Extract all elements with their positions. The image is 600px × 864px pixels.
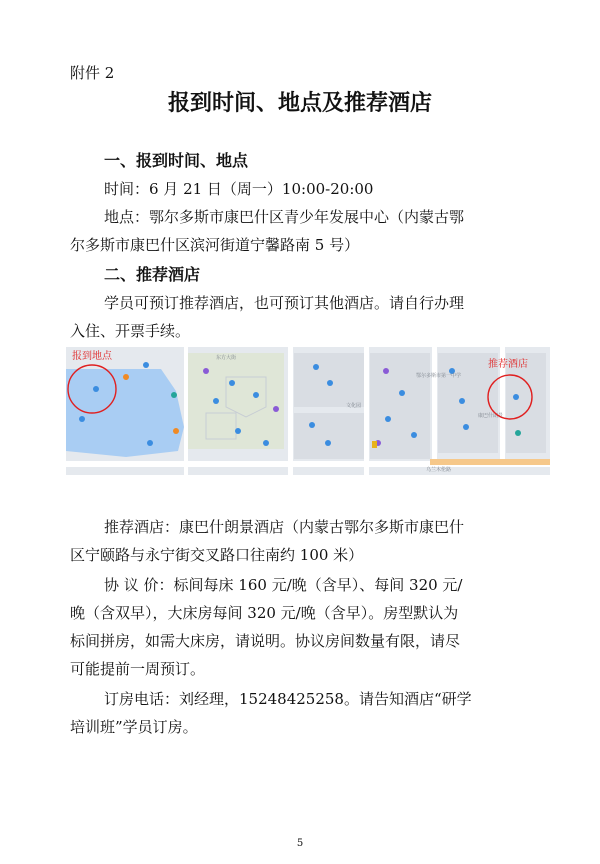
hotel-name-line-1: 推荐酒店：康巴什朗景酒店（内蒙古鄂尔多斯市康巴什	[104, 518, 465, 536]
road-v1	[288, 347, 293, 475]
svg-text:乌兰木伦路: 乌兰木伦路	[426, 467, 452, 473]
price-line-2: 晚（含双早），大床房每间 320 元/晚（含早）。房型默认为	[70, 604, 459, 622]
price-line-1: 协 议 价：标间每床 160 元/晚（含早）、每间 320 元/	[104, 576, 463, 594]
hotel-intro-line-1: 学员可预订推荐酒店，也可预订其他酒店。请自行办理	[104, 294, 465, 312]
phone-line-2: 培训班”学员订房。	[70, 718, 198, 736]
lake-area	[66, 369, 184, 457]
main-road	[430, 459, 550, 465]
page-number: 5	[296, 838, 304, 849]
park-area	[184, 353, 284, 449]
attachment-label: 附件 2	[70, 64, 115, 82]
price-line-4: 可能提前一周预订。	[70, 660, 206, 678]
svg-text:康巴什朗景: 康巴什朗景	[478, 413, 504, 419]
map-label-checkin: 报到地点	[72, 351, 112, 362]
block-b	[294, 413, 364, 459]
svg-text:鄂尔多斯市第一中学: 鄂尔多斯市第一中学	[416, 373, 462, 379]
price-line-3: 标间拼房，如需大床房，请说明。协议房间数量有限，请尽	[70, 632, 461, 650]
map-label-hotel: 推荐酒店	[488, 359, 528, 370]
road-v0	[184, 347, 188, 475]
hotel-intro-line-2: 入住、开票手续。	[70, 322, 191, 340]
svg-text:文化园: 文化园	[346, 403, 362, 409]
place-line-1: 地点：鄂尔多斯市康巴什区青少年发展中心（内蒙古鄂	[104, 208, 465, 226]
section-heading-time-place: 一、报到时间、地点	[104, 151, 249, 170]
phone-line-1: 订房电话：刘经理，15248425258。请告知酒店“研学	[104, 690, 472, 708]
road-v3	[432, 347, 437, 459]
section-heading-hotel: 二、推荐酒店	[104, 265, 201, 284]
location-map	[66, 347, 550, 475]
page-title: 报到时间、地点及推荐酒店	[167, 91, 432, 116]
time-line: 时间：6 月 21 日（周一）10:00-20:00	[104, 180, 374, 198]
svg-text:东方大街: 东方大街	[216, 355, 237, 361]
road-v2	[364, 347, 369, 475]
place-line-2: 尔多斯市康巴什区滨河街道宁馨路南 5 号）	[70, 236, 360, 254]
block-a	[294, 353, 364, 407]
hotel-name-line-2: 区宁颐路与永宁街交叉路口往南约 100 米）	[70, 546, 364, 564]
